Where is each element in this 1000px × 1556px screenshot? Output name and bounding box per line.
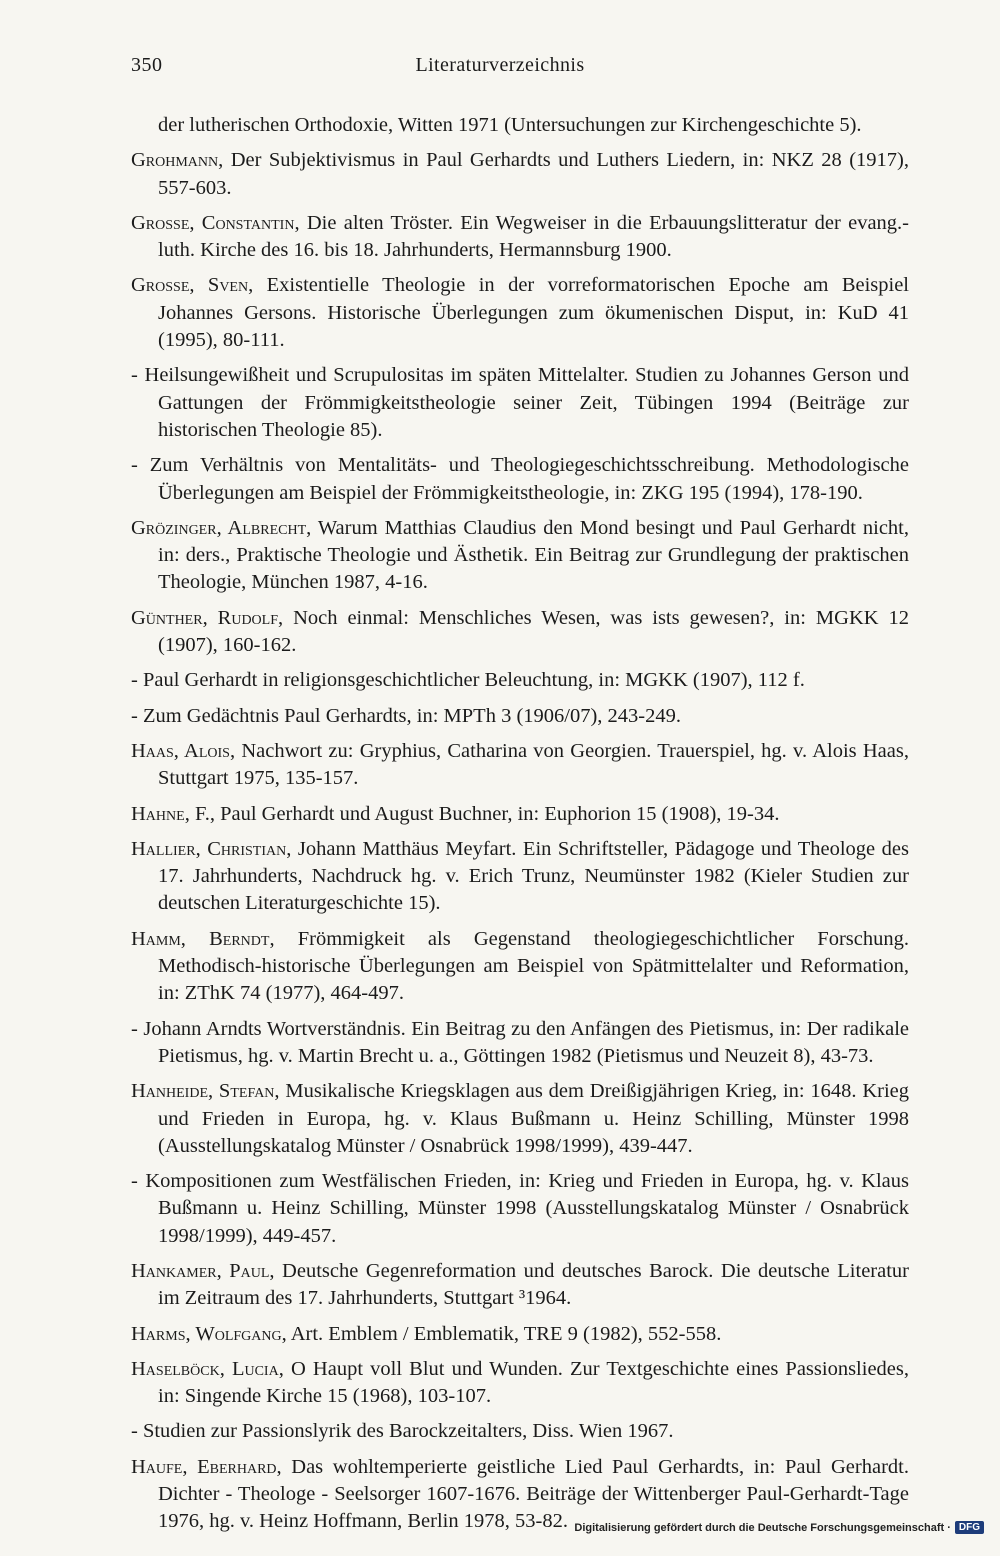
entry-text: , Warum Matthias Claudius den Mond besingt und Paul Gerhardt nicht, in: ders., Praktische Theologie und Ästhetik. Ein Beitrag zur Grundlegung der praktischen Theologie, München 1987, 4-16. [158,516,909,594]
entry-text: - Johann Arndts Wortverständnis. Ein Beitrag zu den Anfängen des Pietismus, in: Der radikale Pietismus, hg. v. Martin Brecht u. a., Göttingen 1982 (Pietismus und Neuzeit 8), 43-73. [131,1017,909,1067]
entry-text: , Die alten Tröster. Ein Wegweiser in die Erbauungslitteratur der evang.-luth. Kirche des 16. bis 18. Jahrhunderts, Hermannsburg 1900. [158,211,909,262]
entry-author: Günther, Rudolf [131,606,279,629]
entry-author: Haas, Alois [131,739,230,762]
bibliography-entry [131,362,909,444]
digitization-credit [574,1521,984,1534]
entry-text: , Musikalische Kriegsklagen aus dem Dreißigjährigen Krieg, in: 1648. Krieg und Frieden in Europa, hg. v. Klaus Bußmann u. Heinz Schilling, Münster 1998 (Ausstellungskatalog Münster / Osnabrück 1998/1999), 439-447. [158,1080,910,1157]
bibliography-entry [131,210,909,265]
entry-author: Harms, Wolfgang [131,1322,282,1345]
bibliography-entry [131,738,909,793]
entry-text: , F., Paul Gerhardt und August Buchner, in: Euphorion 15 (1908), 19-34. [184,802,780,825]
page-number: 350 [131,54,163,76]
bibliography-entry [131,1321,909,1348]
bibliography-entry [131,272,909,354]
bibliography-entry [131,703,909,730]
entry-author: Grosse, Constantin [131,211,295,234]
entry-author: Grohmann [131,149,219,172]
bibliography-entry [131,452,909,507]
bibliography-entry [131,1016,909,1071]
entry-text: - Paul Gerhardt in religionsgeschichtlicher Beleuchtung, in: MGKK (1907), 112 f. [131,669,805,692]
entry-text: , Das wohltemperierte geistliche Lied Paul Gerhardts, in: Paul Gerhardt. Dichter - Theologe - Seelsorger 1607-1676. Beiträge der Wittenberger Paul-Gerhardt-Tage 1976, hg. v. Heinz Hoffmann, Berlin 1978, 53-82. [158,1455,909,1533]
dfg-logo: DFG [955,1521,984,1534]
bibliography-entry [131,1418,909,1445]
bibliography-entry [131,1168,909,1250]
entry-text: - Studien zur Passionslyrik des Barockzeitalters, Diss. Wien 1967. [131,1420,674,1443]
entry-author: Haufe, Eberhard [131,1455,277,1478]
entry-text: - Kompositionen zum Westfälischen Frieden, in: Krieg und Frieden in Europa, hg. v. Klaus Bußmann u. Heinz Schilling, Münster 1998 (Ausstellungskatalog Münster / Osnabrück 1998/1999), 449-457. [131,1170,909,1247]
entry-author: Hamm, Berndt [131,927,270,950]
entry-text: , Noch einmal: Menschliches Wesen, was ists gewesen?, in: MGKK 12 (1907), 160-162. [158,606,910,657]
entry-author: Haselböck, Lucia [131,1357,279,1380]
bibliography-entry [131,147,909,202]
entry-text: der lutherischen Orthodoxie, Witten 1971 (Untersuchungen zur Kirchengeschichte 5). [158,114,862,136]
entry-author: Hahne [131,802,185,825]
entry-author: Hallier, Christian [131,837,287,860]
bibliography-entry [131,1078,909,1160]
entry-text: , Nachwort zu: Gryphius, Catharina von Georgien. Trauerspiel, hg. v. Alois Haas, Stuttgart 1975, 135-157. [158,739,909,790]
bibliography-entry [131,605,909,660]
bibliography-entry [131,926,909,1008]
entry-text: , Der Subjektivismus in Paul Gerhardts und Luthers Liedern, in: NKZ 28 (1917), 557-603. [158,149,909,199]
bibliography-entry [131,667,909,694]
entry-author: Grosse, Sven [131,274,249,297]
entry-text: , O Haupt voll Blut und Wunden. Zur Textgeschichte eines Passionsliedes, in: Singende Kirche 15 (1968), 103-107. [158,1357,910,1408]
running-title: Literaturverzeichnis [415,54,585,76]
entry-text: - Heilsungewißheit und Scrupulositas im späten Mittelalter. Studien zu Johannes Gerson und Gattungen der Frömmigkeitstheologie seiner Zeit, Tübingen 1994 (Beiträge zur historischen Theologie 85). [131,364,909,441]
bibliography-entry [131,515,909,597]
entry-author: Hanheide, Stefan [131,1080,275,1103]
bibliography-entry [131,1356,909,1411]
entry-text: , Art. Emblem / Emblematik, TRE 9 (1982), 552-558. [281,1322,722,1345]
bibliography-entry [131,801,909,828]
entry-text: , Johann Matthäus Meyfart. Ein Schriftsteller, Pädagoge und Theologe des 17. Jahrhunderts, Nachdruck hg. v. Erich Trunz, Neumünster 1982 (Kieler Studien zur deutschen Literaturgeschichte 15). [158,837,909,915]
entry-text: , Existentielle Theologie in der vorreformatorischen Epoche am Beispiel Johannes Gersons. Historische Überlegungen zum ökumenischen Disput, in: KuD 41 (1995), 80-111. [158,274,909,352]
entry-author: Hankamer, Paul [131,1259,270,1282]
bibliography-entry [131,836,909,918]
entry-text: - Zum Gedächtnis Paul Gerhardts, in: MPTh 3 (1906/07), 243-249. [131,704,682,727]
bibliography-entry [131,112,909,139]
bibliography-list [131,112,909,1544]
bibliography-entry [131,1258,909,1313]
entry-text: - Zum Verhältnis von Mentalitäts- und Theologiegeschichtsschreibung. Methodologische Überlegungen am Beispiel der Frömmigkeitstheologie, in: ZKG 195 (1994), 178-190. [131,454,909,504]
credit-text: Digitalisierung gefördert durch die Deutsche Forschungsgemeinschaft · [574,1521,951,1534]
entry-text: , Deutsche Gegenreformation und deutsches Barock. Die deutsche Literatur im Zeitraum des 17. Jahrhunderts, Stuttgart ³1964. [158,1259,909,1310]
entry-author: Grözinger, Albrecht [131,516,307,539]
entry-text: , Frömmigkeit als Gegenstand theologiegeschichtlicher Forschung. Methodisch-historische Überlegungen am Beispiel von Spätmittelalter und Reformation, in: ZThK 74 (1977), 464-497. [158,927,909,1005]
